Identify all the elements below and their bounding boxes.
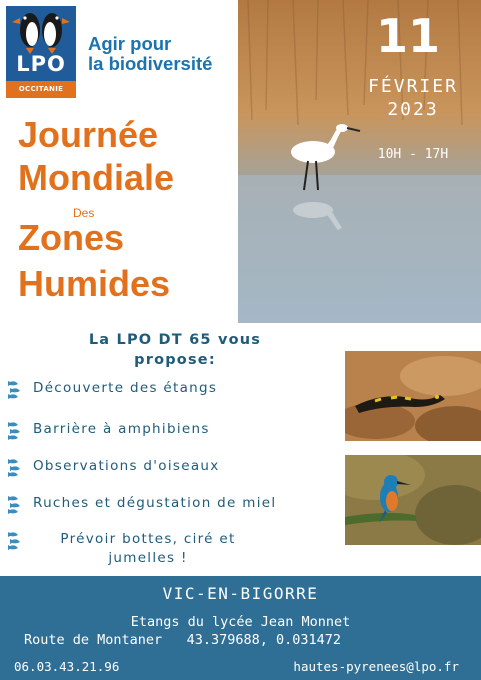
fish-icon <box>6 379 26 401</box>
list-item <box>6 457 220 479</box>
list-item-text <box>33 530 263 568</box>
event-hours: 10H - 17H <box>377 147 449 162</box>
event-month: FÉVRIER <box>368 76 458 97</box>
salamander-photo <box>345 351 481 441</box>
proposals-heading-line-1: La LPO DT 65 vous <box>88 332 262 348</box>
title-line-1: Journée <box>18 114 159 155</box>
list-item-text: Observations d'oiseaux <box>33 458 220 474</box>
list-item-text: Découverte des étangs <box>33 380 218 396</box>
tagline <box>88 34 238 74</box>
fish-icon <box>6 530 26 552</box>
logo-lpo-text: LPO <box>16 52 66 76</box>
footer-road: Route de Montaner <box>24 632 163 648</box>
event-day: 11 <box>376 9 441 63</box>
fish-icon <box>6 494 26 516</box>
kingfisher-photo <box>345 455 481 545</box>
list-item-text: Ruches et dégustation de miel <box>33 495 277 511</box>
list-item-text-line-1: Prévoir bottes, ciré et <box>60 531 236 547</box>
footer-phone[interactable]: 06.03.43.21.96 <box>14 659 120 674</box>
title-line-4: Zones <box>18 217 125 258</box>
list-item-text-line-2: jumelles ! <box>108 550 188 566</box>
lpo-logo <box>6 6 76 98</box>
title-line-2: Mondiale <box>18 157 175 198</box>
proposals-heading <box>25 330 325 370</box>
footer-city: VIC-EN-BIGORRE <box>162 584 319 603</box>
title-line-5: Humides <box>18 263 171 304</box>
logo-region: OCCITANIE <box>6 81 76 98</box>
tagline-line-1: Agir pour <box>88 33 172 54</box>
fish-icon <box>6 457 26 479</box>
footer-email[interactable]: hautes-pyrenees@lpo.fr <box>293 659 459 674</box>
list-item <box>6 379 217 401</box>
list-item-text: Barrière à amphibiens <box>33 421 210 437</box>
title-connector: Des <box>73 206 95 220</box>
list-item <box>6 530 263 568</box>
footer-road-line <box>24 632 341 648</box>
list-item <box>6 420 210 442</box>
event-year: 2023 <box>387 99 439 120</box>
tagline-line-2: la biodiversité <box>88 53 213 74</box>
fish-icon <box>6 420 26 442</box>
proposals-heading-line-2: propose: <box>134 352 216 368</box>
puffin-logo-icon <box>6 6 76 56</box>
footer-coords: 43.379688, 0.031472 <box>186 632 341 648</box>
list-item <box>6 494 276 516</box>
footer <box>0 576 481 680</box>
footer-place: Etangs du lycée Jean Monnet <box>130 614 351 630</box>
